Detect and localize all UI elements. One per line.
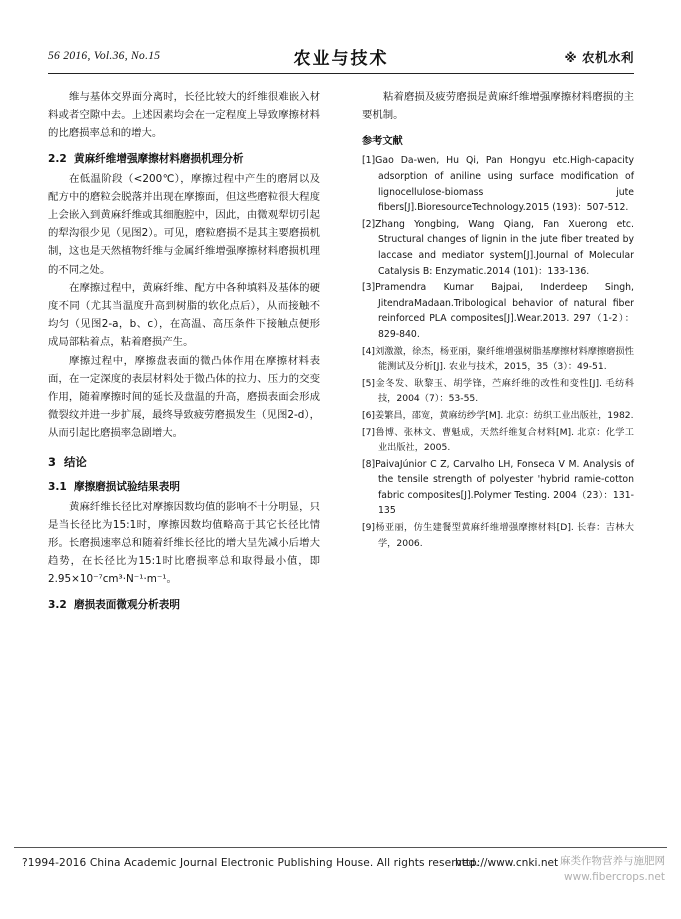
paragraph: 摩擦过程中，摩擦盘表面的微凸体作用在摩擦材料表面，在一定深度的表层材料处于微凸体的拉力、压力的交变作用，随着摩擦时间的延长及盘温的升高，磨损表面会形成微裂纹并进一步扩展，最终导致疲劳磨损发生（见图2-d），从而引起比磨损率急剧增大。 bbox=[48, 354, 320, 440]
section-heading-3 bbox=[48, 453, 320, 471]
section-title: 磨损表面微观分析表明 bbox=[74, 598, 180, 611]
reference-item: [9]杨亚丽，仿生建餐型黄麻纤维增强摩擦材料[D]. 长春：吉林大学，2006. bbox=[362, 522, 634, 549]
references-heading: 参考文献 bbox=[362, 136, 403, 148]
reference-item: [7]鲁博、张林文、曹魁成，天然纤维复合材料[M]. 北京：化学工业出版社，2005. bbox=[362, 426, 634, 454]
article-columns bbox=[48, 88, 634, 848]
left-column bbox=[48, 88, 320, 616]
footer-divider bbox=[14, 847, 667, 848]
paragraph: 粘着磨损及疲劳磨损是黄麻纤维增强摩擦材料磨损的主要机制。 bbox=[362, 91, 634, 122]
reference-item: [3]Pramendra Kumar Bajpai, Inderdeep Singh, JitendraMadaan.Tribological behavior of natural fiber reinforced PLA composites[J].Wear.2013. 297（1-2）：829-840. bbox=[362, 282, 634, 340]
paragraph: 在低温阶段（<200℃），摩擦过程中产生的磨屑以及配方中的磨粒会脱落并出现在摩擦面，但这些磨粒很大程度上会嵌入到黄麻纤维或其细胞腔中，因此，由微观犁切引起的犁沟很少见（见图2）。可见，磨粒磨损不是其主要磨损机制，这也是天然植物纤维与金属纤维增强摩擦材料磨损机理的不同之处。 bbox=[48, 172, 320, 276]
watermark-chinese: 麻类作物营养与施肥网 bbox=[560, 855, 665, 867]
journal-title: 农业与技术 bbox=[293, 49, 389, 69]
header-divider bbox=[48, 73, 634, 74]
header-issue-info: 56 2016, Vol.36, No.15 bbox=[48, 50, 161, 62]
page-header bbox=[48, 44, 634, 74]
section-number: 3 bbox=[48, 454, 56, 469]
section-heading-3-1 bbox=[48, 478, 320, 496]
header-section-label: ※ 农机水利 bbox=[564, 50, 634, 65]
section-heading-2-2 bbox=[48, 150, 320, 168]
section-heading-3-2 bbox=[48, 596, 320, 614]
section-number: 3.2 bbox=[48, 598, 67, 611]
reference-item: [5]金冬发、耿黎玉、胡学锋，苎麻纤维的改性和变性[J]. 毛纺科技，2004（7）：53-55. bbox=[362, 377, 634, 405]
spacer bbox=[362, 124, 634, 134]
reference-item: [8]PaivaJúnior C Z, Carvalho LH, Fonseca V M. Analysis of the tensile strength of polyester 'hybrid ramie-cotton fabric composites[J].Polymer Testing. 2004（23）：131-135 bbox=[362, 458, 634, 517]
section-title: 摩擦磨损试验结果表明 bbox=[74, 480, 180, 493]
watermark-english: www.fibercrops.net bbox=[564, 871, 665, 883]
section-title: 结论 bbox=[64, 454, 87, 469]
paragraph: 维与基体交界面分离时，长径比较大的纤维很难嵌入材料或者空隙中去。上述因素均会在一定程度上导致摩擦材料的比磨损率总和的增大。 bbox=[48, 91, 320, 140]
reference-item: [4]刘激激，徐杰，杨亚丽，聚纤维增强树脂基摩擦材料摩擦磨损性能测试及分析[J]. 农业与技术，2015，35（3）：49-51. bbox=[362, 345, 634, 373]
section-number: 3.1 bbox=[48, 480, 67, 493]
page-footer bbox=[0, 845, 681, 919]
paragraph: 在摩擦过程中，黄麻纤维、配方中各种填料及基体的硬度不同（尤其当温度升高到树脂的软化点后），从而接触不均匀（见图2-a，b、c），在高温、高压条件下接触点便形成局部粘着点，粘着磨损产生。 bbox=[48, 281, 320, 349]
paragraph: 黄麻纤维长径比对摩擦因数均值的影响不十分明显，只是当长径比为15:1时，摩擦因数均值略高于其它长径比情形。长磨损速率总和随着纤维长径比的增大呈先减小后增大趋势，在长径比为15:1时比磨损率总和取得最小值，即2.95×10⁻⁷cm³·N⁻¹·m⁻¹。 bbox=[48, 500, 320, 586]
right-column bbox=[362, 88, 634, 552]
copyright-notice: ?1994-2016 China Academic Journal Electronic Publishing House. All rights reserved. bbox=[22, 857, 479, 869]
reference-item: [2]Zhang Yongbing, Wang Qiang, Fan Xuerong etc. Structural changes of lignin in the jute fiber treated by laccase and mediator system[J].Journal of Molecular Catalysis B: Enzymatic.2014 (101)：133-136. bbox=[362, 218, 634, 277]
cnki-url[interactable]: http://www.cnki.net bbox=[455, 857, 559, 869]
reference-item: [6]姜繁昌，邵宽，黄麻纺纱学[M]. 北京：纺织工业出版社，1982. bbox=[362, 409, 634, 421]
section-title: 黄麻纤维增强摩擦材料磨损机理分析 bbox=[74, 152, 244, 165]
section-number: 2.2 bbox=[48, 152, 67, 165]
reference-item: [1]Gao Da-wen, Hu Qi, Pan Hongyu etc.High-capacity adsorption of aniline using surface modification of lignocellulose-biomass jute fibers[J].BioresourceTechnology.2015 (193)：507-512. bbox=[362, 155, 634, 214]
